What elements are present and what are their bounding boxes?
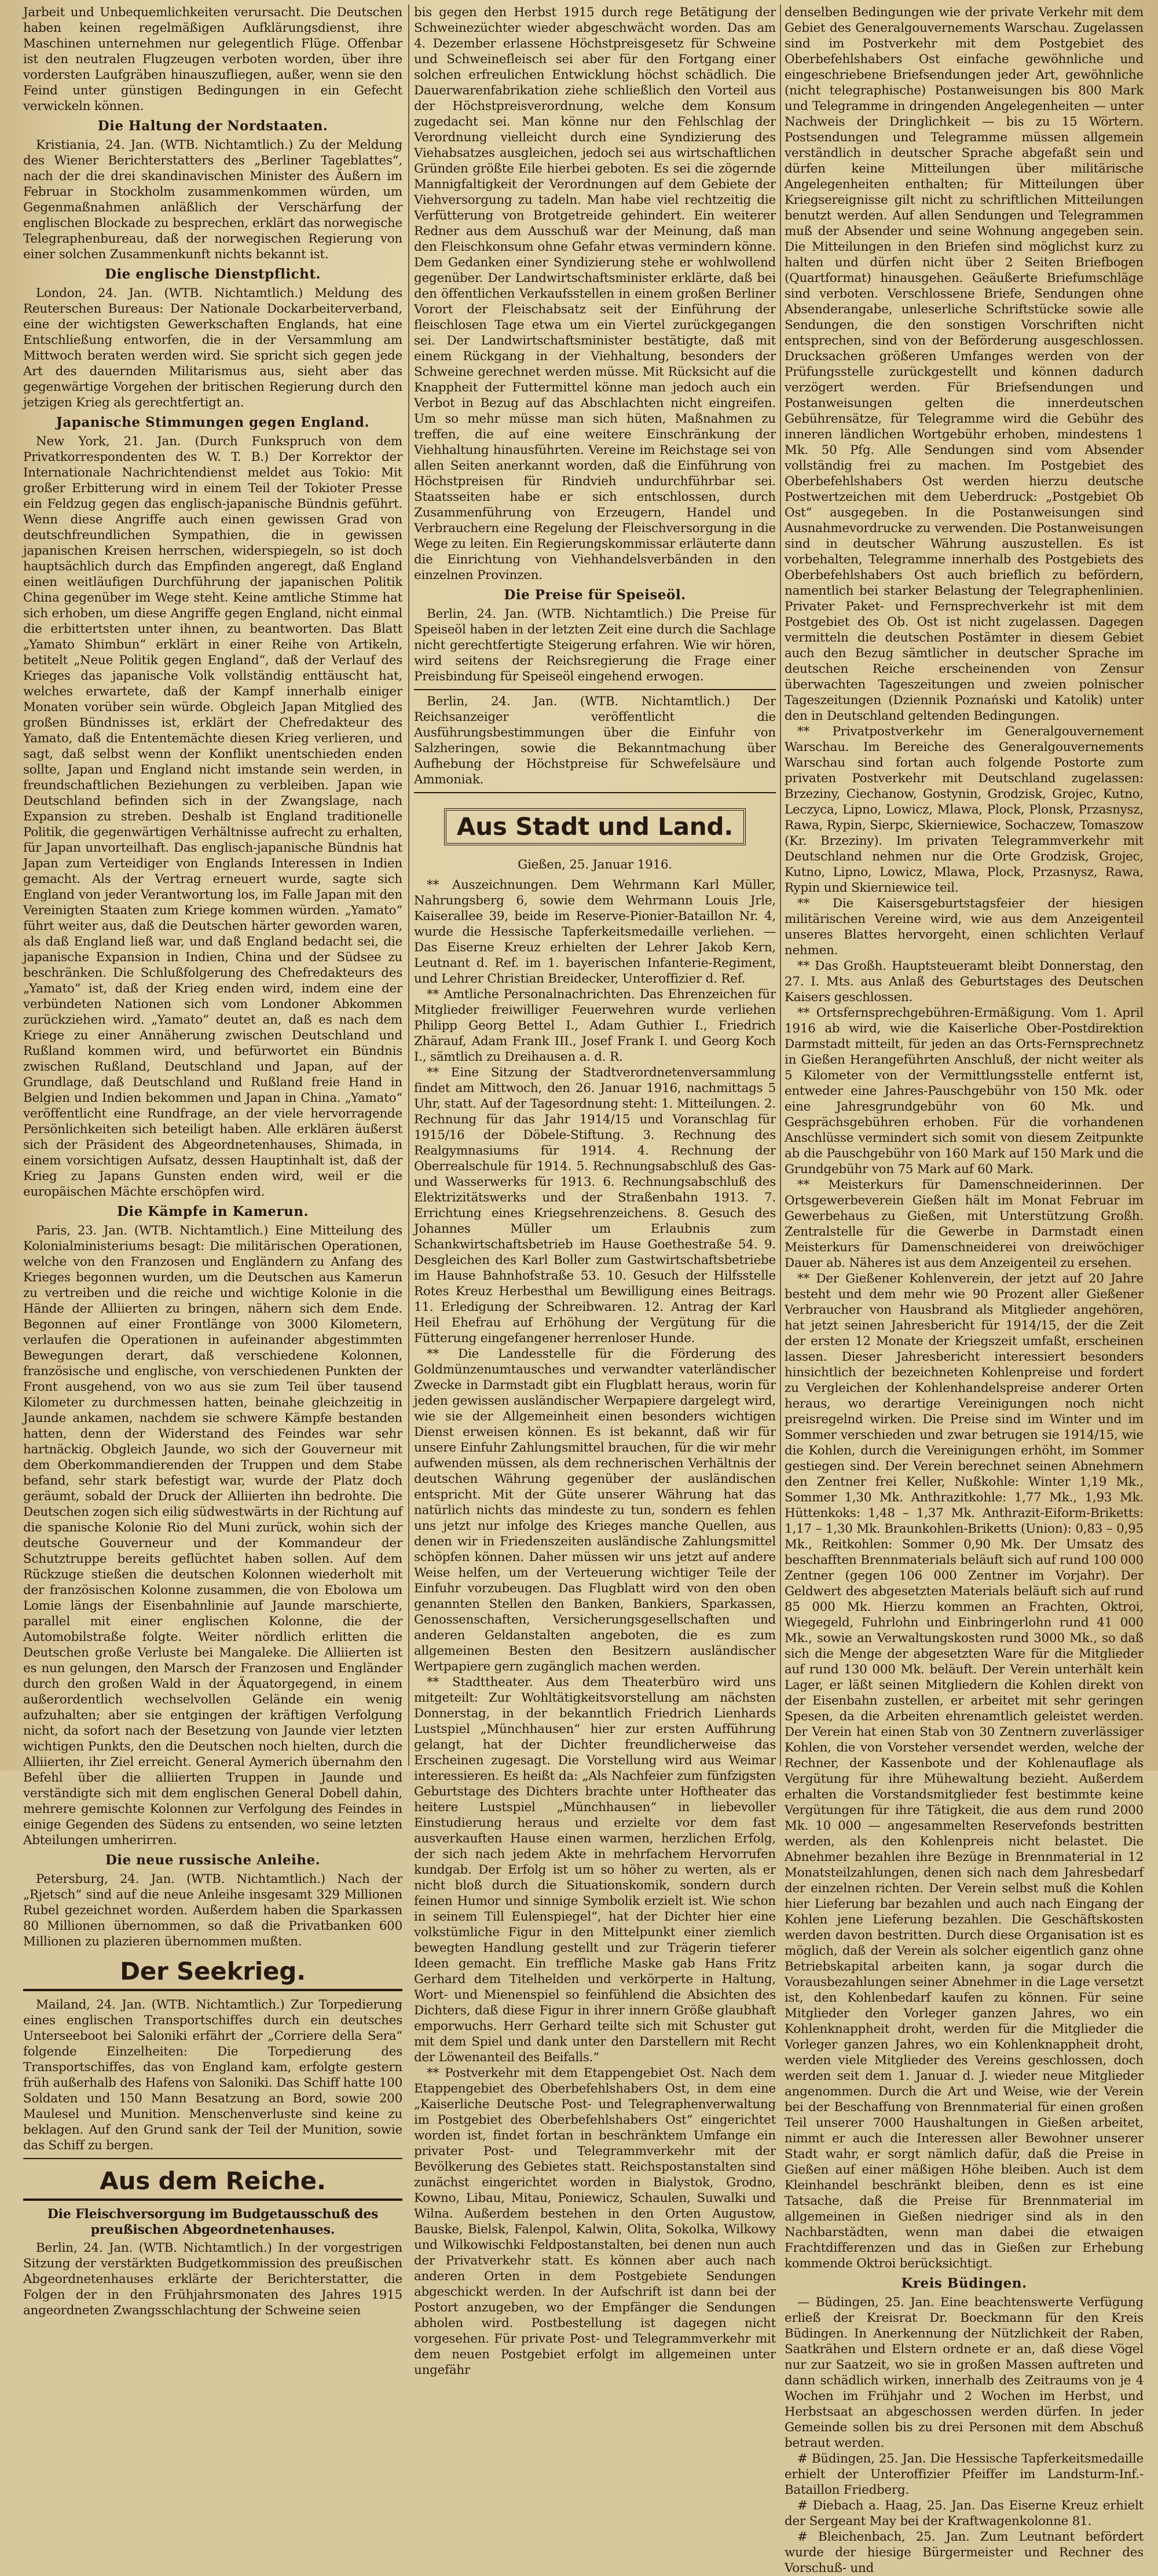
article-text: ** Stadttheater. Aus dem Theaterbüro wird uns mitgeteilt: Zur Wohltätigkeitsvorstellung am nächsten Donnerstag, in der bekanntlich Friedrich Lienhards Lustspiel „Münchhausen“ hier zur ersten Aufführung gelangt, hat der Dichter freundlicherweise das Erscheinen zugesagt. Die Vorstellung wird aus Weimar interessieren. Es heißt da: „Als Nachfeier zum fünfzigsten Geburtstage des Dichters brachte unter Hoftheater das heitere Lustspiel „Münchhausen“ in liebevoller Einstudierung heraus und erzielte vor dem fast ausverkauften Hause einen warmen, herzlichen Erfolg, der sich nach jedem Akte in mehrfachem Hervorrufen kundgab. Der Erfolg ist um so höher zu werten, als er nicht bloß durch die Situationskomik, sondern durch feinen Humor und sinnige Symbolik erzielt ist. Wie schon in seinem Till Eulenspiegel“, hat der Dichter hier eine volkstümliche Figur in den Mittelpunkt einer ziemlich bewegten Handlung gestellt und zur Trägerin tieferer Ideen gemacht. Ein treffliche Maske gab Hans Fritz Gerhard dem Titelhelden und verkörperte in Haltung, Wort- und Mienenspiel so feinfühlend die Absichten des Dichters, daß diese Figur in ihrer innern Größe glaubhaft emporwuchs. Herr Gerhard teilte sich mit Schuster gut mit dem Spiel und dank unter den Darstellern mit Recht der Löwenanteil des Beifalls.“: [414, 1675, 776, 2065]
section-stadt-und-land: Aus Stadt und Land.: [444, 808, 746, 845]
section-seekrieg: Der Seekrieg.: [23, 1956, 402, 1991]
headline-dienstpflicht: Die englische Dienstpflicht.: [105, 266, 321, 282]
column-middle: [414, 5, 776, 2377]
article-text: Paris, 23. Jan. (WTB. Nichtamtlich.) Eine Mitteilung des Kolonialministeriums besagt: Die militärischen Operationen, welche von den Franzosen und Engländern zu Anfang des Krieges begonnen wurden, um die Deutschen aus Kamerun zu vertreiben und die reiche und wichtige Kolonie in die Hände der Alliierten zu bringen, nähern sich dem Ende. Begonnen auf einer Frontlänge von 3000 Kilometern, verlaufen die Operationen in aufeinander abgestimmten Bewegungen derart, daß verschiedene Kolonnen, französische und englische, von verschiedenen Punkten der Front ausgehend, von wo aus sie zum Teil über tausend Kilometer zu durchmessen hatten, beinahe gleichzeitig in Jaunde ankamen, nachdem sie schwere Kämpfe bestanden hatten, denn der Widerstand des Feindes war sehr hartnäckig. Obgleich Jaunde, wo sich der Gouverneur mit dem Oberkommandierenden der Truppen und dem Stabe befand, sehr stark befestigt war, wurde der Platz doch geräumt, sobald der Druck der Alliierten ihn bedrohte. Die Deutschen zogen sich eilig südwestwärts in der Richtung auf die spanische Kolonie Rio del Muni zurück, wohin sich der deutsche Gouverneur und der Kommandeur der Schutztruppe bereits geflüchtet haben sollen. Auf dem Rückzuge stießen die deutschen Kolonnen wiederholt mit der französischen Kolonne zusammen, die von Ebolowa um Lomie längs der Eisenbahnlinie auf Jaunde marschierte, parallel mit einer englischen Kolonne, die der Automobilstraße folgte. Weiter nördlich erlitten die Deutschen große Verluste bei Mangaleke. Die Alliierten ist es nun gelungen, den Marsch der Franzosen und Engländer durch den großen Wald in der Äquatorgegend, in einem außerordentlich wechselvollen Gelände ein wenig aufzuhalten; aber sie entgingen der kräftigen Verfolgung nicht, da sofort nach der Besetzung von Jaunde vier letzten wichtigen Punkts, den die Deutschen noch hielten, durch die Alliierten, ihr Ziel erreicht. General Aymerich übernahm den Befehl über die alliierten Truppen in Jaunde und verständigte sich mit dem englischen General Dobell dahin, mehrere gemischte Kolonnen zur Verfolgung des Feindes in einige Gegenden des Südens zu entsenden, wo seine letzten Abteilungen umherirren.: [23, 1223, 402, 1848]
article-text: ** Das Großh. Hauptsteueramt bleibt Donnerstag, den 27. I. Mts. aus Anlaß des Geburtstages des Deutschen Kaisers geschlossen.: [785, 959, 1144, 1005]
headline-anleihe: Die neue russische Anleihe.: [105, 1852, 321, 1868]
dateline: Gießen, 25. Januar 1916.: [518, 858, 672, 872]
article-text: Berlin, 24. Jan. (WTB. Nichtamtlich.) Der Reichsanzeiger veröffentlicht die Ausführungsbestimmungen über die Einfuhr von Salzheringen, sowie die Bekanntmachung über Aufhebung der Höchstpreise für Schwefelsäure und Ammoniak.: [414, 694, 776, 787]
article-text: Berlin, 24. Jan. (WTB. Nichtamtlich.) Die Preise für Speiseöl haben in der letzten Zeit eine durch die Sachlage nicht gerechtfertigte Steigerung erfahren. Wie wir hören, wird seitens der Reichsregierung die Frage einer Preisbindung für Speiseöl eingehend erwogen.: [414, 607, 776, 684]
article-text: Mailand, 24. Jan. (WTB. Nichtamtlich.) Zur Torpedierung eines englischen Transportschiffes durch ein deutsches Unterseeboot bei Saloniki erfährt der „Corriere della Sera“ folgende Einzelheiten: Die Torpedierung des Transportschiffes, das von England kam, erfolgte gestern früh außerhalb des Hafens von Saloniki. Das Schiff hatte 100 Soldaten und 150 Mann Besatzung an Bord, sowie 200 Maulesel und Munition. Menschenverluste sind keine zu beklagen. Auf den Grund sank der Teil der Munition, sowie das Schiff zu bergen.: [23, 1998, 402, 2153]
article-text: Berlin, 24. Jan. (WTB. Nichtamtlich.) In der vorgestrigen Sitzung der verstärkten Budgetkommission des preußischen Abgeordnetenhauses erklärte der Berichterstatter, die Folgen der in den Frühjahrsmonaten des Jahres 1915 angeordneten Zwangsschlachtung der Schweine seien: [23, 2241, 402, 2318]
article-text: Kristiania, 24. Jan. (WTB. Nichtamtlich.) Zu der Meldung des Wiener Berichterstatters des „Berliner Tageblattes“, nach der die drei skandinavischen Minister des Äußern im Februar in Stockholm zusammenkommen würden, um Gegenmaßnahmen anläßlich der Verschärfung der englischen Blockade zu besprechen, erklärt das norwegische Telegraphenbureau, daß der norwegischen Regierung von einer solchen Zusammenkunft nichts bekannt ist.: [23, 138, 402, 262]
headline-fleischversorgung: Die Fleischversorgung im Budgetausschuß des preußischen Abgeordnetenhauses.: [47, 2207, 379, 2237]
article-text: ** Amtliche Personalnachrichten. Das Ehrenzeichen für Mitglieder freiwilliger Feuerwehren wurde verliehen Philipp Georg Bettel I., Adam Guthier I., Friedrich Zhärauf, Adam Frank III., Josef Frank I. und Georg Koch I., sämtlich zu Dreihausen a. d. R.: [414, 987, 776, 1064]
article-text: New York, 21. Jan. (Durch Funkspruch von dem Privatkorrespondenten des W. T. B.) Der Korrektor der Internationale Nachrichtendienst meldet aus Tokio: Mit großer Erbitterung wird in einem Teil der Tokioter Presse ein Feldzug gegen das englisch-japanische Bündnis geführt. Wenn diese Angriffe auch einen gewissen Grad von deutschfreundlichen Sympathien, die in gewissen japanischen Kreisen herrschen, widerspiegeln, so ist doch hauptsächlich durch das Empfinden angeregt, daß England einen weitläufigen Durchführung der japanischen Politik China gegenüber im Wege steht. Keine amtliche Stimme hat sich erhoben, um diese Angriffe gegen England, nicht einmal die erbittertsten unter ihnen, zu beantworten. Das Blatt „Yamato Shimbun“ erklärt in einer Reihe von Artikeln, betitelt „Neue Politik gegen England“, daß der Verlauf des Krieges das japanische Volk vollständig enttäuscht hat, welches erwartete, daß der Kampf innerhalb einiger Monaten vorüber sein würde. Obgleich Japan Mitglied des großen Bündnisses ist, erklärt der Chefredakteur des Yamato, daß die Ententemächte diesen Krieg verlieren, und sagt, daß selbst wenn der Konflikt unentschieden enden sollte, Japan und England nicht imstande sein werden, in freundschaftlichen Beziehungen zu verbleiben. Japan wie Deutschland befinden sich in der Zwangslage, nach Expansion zu streben. Deshalb ist England traditionelle Politik, die gegenwärtigen Verhältnisse aufrecht zu erhalten, für Japan unvorteilhaft. Das englisch-japanische Bündnis hat Japan zum Verteidiger von Englands Interessen in Indien gemacht. Als der Vertrag erneuert wurde, sagte sich England von jeder Verantwortung los, im Falle Japan mit den Vereinigten Staaten zum Kriege kommen würden. „Yamato“ führt weiter aus, daß die Deutschen härter geworden waren, als daß England ließ war, und daß England bedacht sei, die japanische Expansion in Indien, China und der Südsee zu beschränken. Die Schlußfolgerung des Chefredakteurs des „Yamato“ ist, daß der Krieg enden wird, indem eine der verbündeten Nationen sich vom Londoner Abkommen zurückziehen wird. „Yamato“ deutet an, daß es nach dem Kriege zu einer Annäherung zwischen Deutschland und Rußland kommen wird, und befürwortet ein Bündnis zwischen Rußland, Deutschland und Japan, auf der Grundlage, daß Deutschland und Rußland freie Hand in Belgien und Indien bekommen und Japan in China. „Yamato“ veröffentlicht eine Rundfrage, an der viele hervorragende Persönlichkeiten sich beteiligt haben. Alle erklären äußerst sich der Präsident des Abgeordnetenhauses, Shimada, in einem vorsichtigen Aufsatz, dessen Hauptinhalt ist, daß der Krieg zu Japans Gunsten enden wird, weil er die europäischen Mächte erschöpfen wird.: [23, 434, 402, 1199]
article-text: ** Die Landesstelle für die Förderung des Goldmünzenumtausches und verwandter vaterländischer Zwecke in Darmstadt gibt ein Flugblatt heraus, worin für jeden gewissen ausländischer Werpapiere dargelegt wird, wie sie der Allgemeinheit einen besonders wichtigen Dienst erweisen können. Es ist bekannt, daß wir für unsere Einfuhr Zahlungsmittel brauchen, für die wir mehr aufwenden müssen, als dem rechnerischen Verhältnis der deutschen Währung gegenüber der ausländischen entspricht. Mit der Güte unserer Währung hat das natürlich nichts das mindeste zu tun, sondern es fehlen uns jetzt nur infolge des Krieges manche Quellen, aus denen wir in Friedenszeiten ausländische Zahlungsmittel schöpfen können. Daher müssen wir uns jetzt auf andere Weise helfen, um der Verteuerung wichtiger Teile der Einfuhr vorzubeugen. Das Flugblatt wird von den oben genannten Stellen den Banken, Bankiers, Sparkassen, Genossenschaften, Versicherungsgesellschaften und anderen Geldanstalten angeboten, die es zum allgemeinen Besten den Besitzern ausländischer Wertpapiere gern zugänglich machen werden.: [414, 1347, 776, 1674]
divider: [23, 2158, 402, 2159]
article-text: ** Eine Sitzung der Stadtverordnetenversammlung findet am Mittwoch, den 26. Januar 1916, nachmittags 5 Uhr, statt. Auf der Tagesordnung steht: 1. Mitteilungen. 2. Rechnung für das Jahr 1914/15 und Voranschlag für 1915/16 der Döbele-Stiftung. 3. Rechnung des Realgymnasiums für 1914. 4. Rechnung der Oberrealschule für 1914. 5. Rechnungsabschluß des Gas- und Wasserwerks für 1913. 6. Rechnungsabschluß des Elektrizitätswerks und der Straßenbahn 1913. 7. Errichtung eines Kriegsehrenzeichens. 8. Gesuch des Johannes Müller um Erlaubnis zum Schankwirtschaftsbetrieb im Hause Goethestraße 54. 9. Desgleichen des Karl Boller zum Gastwirtschaftsbetriebe im Hause Bahnhofstraße 53. 10. Gesuch der Hilfsstelle Rotes Kreuz Herbesthal um Bewilligung eines Beitrags. 11. Erledigung der Schreibwaren. 12. Antrag der Karl Heil Ehefrau auf Erhöhung der Vergütung für die Fütterung eingefangener herrenloser Hunde.: [414, 1065, 776, 1346]
article-text: — Büdingen, 25. Jan. Eine beachtenswerte Verfügung erließ der Kreisrat Dr. Boeckmann für den Kreis Büdingen. In Anerkennung der Nützlichkeit der Raben, Saatkrähen und Elstern ordnete er an, daß diese Vögel nur zur Saatzeit, wo sie in großen Massen auftreten und dann schädlich wirken, innerhalb des Zeitraums von je 4 Wochen im Frühjahr und 2 Wochen im Herbst, und Herbstsaat an abgeschossen werden dürfen. In jeder Gemeinde sollen bis zu drei Personen mit dem Abschuß betraut werden.: [785, 2295, 1144, 2450]
divider: [414, 792, 776, 793]
article-text: ** Meisterkurs für Damenschneiderinnen. Der Ortsgewerbeverein Gießen hält im Monat Februar im Gewerbehaus zu Gießen, mit Unterstützung Großh. Zentralstelle für die Gewerbe in Darmstadt einen Meisterkurs für Damenschneiderei von dreiwöchiger Dauer ab. Näheres ist aus dem Anzeigenteil zu ersehen.: [785, 1178, 1144, 1270]
headline-speiseoel: Die Preise für Speiseöl.: [504, 587, 686, 603]
divider: [414, 689, 776, 690]
column-right: [785, 5, 1144, 2575]
headline-nordstaaten: Die Haltung der Nordstaaten.: [97, 118, 328, 134]
article-text: ** Privatpostverkehr im Generalgouvernement Warschau. Im Bereiche des Generalgouvernements Warschau sind fortan auch folgende Postorte zum privaten Postverkehr mit Deutschland zugelassen: Brzeziny, Ciechanow, Gostynin, Grodzisk, Grojec, Kutno, Leczyca, Lipno, Lowicz, Mlawa, Plock, Plonsk, Przasnysz, Rawa, Rypin, Sierpc, Skierniewice, Sochaczew, Tomaszow (Kr. Brzeziny). Im privaten Telegrammverkehr mit Deutschland nehmen nur die Orte Grodzisk, Grojec, Kutno, Lipno, Lowicz, Mlawa, Plock, Przasnysz, Rawa, Rypin und Skierniewice teil.: [785, 724, 1144, 895]
article-text: ** Ortsfernsprechgebühren-Ermäßigung. Vom 1. April 1916 ab wird, wie die Kaiserliche Ober-Postdirektion Darmstadt mitteilt, für jeden an das Orts-Fernsprechnetz in Gießen Herangeführten Anschluß, der nicht weiter als 5 Kilometer von der Vermittlungsstelle entfernt ist, entweder eine Jahres-Pauschgebühr von 150 Mk. oder eine Jahresgrundgebühr von 60 Mk. und Gesprächsgebühren erhoben. Für die vorhandenen Anschlüsse vermindert sich somit von diesem Zeitpunkte ab die Pauschgebühr von 160 Mark auf 150 Mark und die Grundgebühr von 75 Mark auf 60 Mark.: [785, 1006, 1144, 1177]
section-reich: Aus dem Reiche.: [23, 2166, 402, 2201]
article-text: Petersburg, 24. Jan. (WTB. Nichtamtlich.) Nach der „Rjetsch“ sind auf die neue Anleihe insgesamt 329 Millionen Rubel gezeichnet worden. Außerdem haben die Sparkassen 80 Millionen übernommen, so daß die Privatbanken 600 Millionen zu plazieren übernommen mußten.: [23, 1872, 402, 1949]
article-text: London, 24. Jan. (WTB. Nichtamtlich.) Meldung des Reuterschen Bureaus: Der Nationale Dockarbeiterverband, eine der wichtigsten Gewerkschaften Englands, hat eine Entschließung entworfen, die in der Versammlung am Mittwoch beraten werden wird. Sie spricht sich gegen jede Art des dauernden Militarismus aus, sieht aber das gegenwärtige Vorgehen der britischen Regierung durch den jetzigen Krieg als gerechtfertigt an.: [23, 286, 402, 410]
column-left: [23, 5, 402, 2318]
headline-kamerun: Die Kämpfe in Kamerun.: [116, 1204, 309, 1219]
headline-japan: Japanische Stimmungen gegen England.: [56, 415, 370, 430]
article-text: denselben Bedingungen wie der private Verkehr mit dem Gebiet des Generalgouvernements Warschau. Zugelassen sind im Postverkehr mit dem Postgebiet des Oberbefehlshabers Ost einfache gewöhnliche und eingeschriebene Briefsendungen jeder Art, gewöhnliche (nicht telegraphische) Postanweisungen bis 800 Mark und Telegramme in dringenden Angelegenheiten — unter Nachweis der Dringlichkeit — bis zu 15 Wörtern. Postsendungen und Telegramme müssen allgemein verständlich in deutscher Sprache abgefaßt sein und dürfen keine Mitteilungen über militärische Angelegenheiten enthalten; für Mitteilungen über Kriegsereignisse gilt nicht zu schriftlichen Mitteilungen benutzt werden. Auf allen Sendungen und Telegrammen muß der Absender und seine Wohnung angegeben sein. Die Mitteilungen in den Briefen sind möglichst kurz zu halten und dürfen nicht über 2 Seiten Briefbogen (Quartformat) hinausgehen. Geäußerte Briefumschläge sind verboten. Verschlossene Briefe, Sendungen ohne Absenderangabe, unleserliche Schriftstücke sowie alle Sendungen, die den sonstigen Vorschriften nicht entsprechen, sind von der Beförderung ausgeschlossen. Drucksachen größeren Umfanges werden von der Prüfungsstelle zurückgestellt und können dadurch verzögert werden. Für Briefsendungen und Postanweisungen gelten die innerdeutschen Gebührensätze, für Telegramme wird die Gebühr des inneren ländlichen Wortgebühr erhoben, mindestens 1 Mk. 50 Pfg. Alle Sendungen sind vom Absender vollständig frei zu machen. Im Postgebiet des Oberbefehlshabers Ost werden hierzu deutsche Postwertzeichen mit dem Ueberdruck: „Postgebiet Ob Ost“ ausgegeben. In die Postanweisungen sind Ausnahmevordrucke zu verwenden. Die Postanweisungen sind in deutscher Währung auszustellen. Es ist vorbehalten, Telegramme innerhalb des Postgebiets des Oberbefehlshabers Ost auch brieflich zu befördern, namentlich bei starker Belastung der Telegraphenlinien. Privater Paket- und Fernsprechverkehr ist mit dem Postgebiet des Ob. Ost ist nicht zugelassen. Dagegen vermitteln die deutschen Postämter in diesem Gebiet auch den Bezug sämtlicher in deutscher Sprache im deutschen Reiche erscheinenden von Zensur überwachten Tageszeitungen und zweien polnischer Tageszeitungen (Dziennik Poznański und Katolik) unter den in Deutschland geltenden Bedingungen.: [785, 5, 1144, 723]
article-text: ** Der Gießener Kohlenverein, der jetzt auf 20 Jahre besteht und dem mehr wie 90 Prozent aller Gießener Verbraucher von Hausbrand als Mitglieder angehören, hat jetzt seinen Jahresbericht für 1914/15, der die Zeit der ersten 12 Monate der Kriegszeit umfaßt, erscheinen lassen. Dieser Jahresbericht interessiert besonders hinsichtlich der bezeichneten Kohlenpreise und fordert zu Vergleichen der Kohlenhandelspreise anderer Orten heraus, wo derartige Vereinigungen noch nicht preisregelnd wirken. Die Preise sind im Winter und im Sommer verschieden und zwar betrugen sie 1914/15, wie die Kohlen, durch die Vereinigungen erhöht, im Sommer gestiegen sind. Der Verein berechnet seinen Abnehmern den Zentner frei Keller, Nußkohle: Winter 1,19 Mk., Sommer 1,30 Mk. Anthrazitkohle: 1,77 Mk., 1,93 Mk. Hüttenkoks: 1,48 – 1,37 Mk. Anthrazit-Eiform-Briketts: 1,17 – 1,30 Mk. Braunkohlen-Briketts (Union): 0,83 – 0,95 Mk., Reitkohlen: Sommer 0,90 Mk. Der Umsatz des beschafften Brennmaterials beläuft sich auf rund 100 000 Zentner (gegen 106 000 Zentner im Vorjahr). Der Geldwert des abgesetzten Materials beläuft sich auf rund 85 000 Mk. Hierzu kommen an Frachten, Oktroi, Wiegegeld, Fuhrlohn und Einbringerlohn rund 41 000 Mk., sowie an Verwaltungskosten rund 3000 Mk., so daß sich die Menge der abgesetzten Ware für die Mitglieder auf rund 130 000 Mk. beläuft. Der Verein unterhält kein Lager, er läßt seinen Mitgliedern die Kohlen direkt von der Eisenbahn zustellen, er arbeitet mit sehr geringen Spesen, da die Arbeiten ehrenamtlich geleistet werden. Der Verein hat einen Stab von 30 Zentnern zuverlässiger Kohlen, die von Vorsteher versendet werden, welche der Rechner, der Kassenbote und der Kohlenauflage als Vergütung für ihre Mühewaltung bezieht. Außerdem erhalten die Vorstandsmitglieder fest bestimmte keine Vergütungen für ihre Tätigkeit, die aus dem rund 2000 Mk. 10 000 — angesammelten Reservefonds bestritten werden, als den Kohlenpreis nicht belastet. Die Abnehmer bezahlen ihre Bezüge in Brennmaterial in 12 Monatsteilzahlungen, denen sich nach dem Jahresbedarf der einzelnen richten. Der Verein selbst muß die Kohlen hier Lieferung bar bezahlen und auch nach Eingang der Kohlen jene Lieferung bezahlen. Die Geschäftskosten werden davon bestritten. Durch diese Organisation ist es möglich, daß der Verein als solcher eigentlich ganz ohne Betriebskapital arbeiten kann, ja sogar durch die Vorausbezahlungen seiner Abnehmer in die Lage versetzt ist, den Kohlenbedarf kaufen zu können. Für seine Mitglieder den Vorleger ganzen Jahres, wo ein Kohlenknappheit droht, werden für die Mitglieder die Vorleger ganzen Jahres, wo ein Kohlenknappheit droht, werden viele Mitglieder des Vereins geschlossen, doch werden seit dem 1. Januar d. J. wieder neue Mitglieder angenommen. Durch die Art und Weise, wie der Verein bei der Beschaffung von Brennmaterial für einen großen Teil unserer 7000 Haushaltungen in Gießen arbeitet, nimmt er auch die Interessen aller Bewohner unserer Stadt wahr, er sorgt nämlich dafür, daß die Preise in Gießen auf einer mäßigen Höhe bleiben. Auch ist dem Kleinhandel beschränkt bleiben, denn es ist eine Tatsache, daß die Preise für Brennmaterial im allgemeinen in Gießen niedriger sind als in den Nachbarstädten, wenn man dabei die etwaigen Frachtdifferenzen und das in Gießen zur Erhebung kommende Oktroi berücksichtigt.: [785, 1271, 1144, 2271]
article-text: # Bleichenbach, 25. Jan. Zum Leutnant befördert wurde der hiesige Bürgermeister und Rechner des Vorschuß- und: [785, 2530, 1144, 2575]
article-text: bis gegen den Herbst 1915 durch rege Betätigung der Schweinezüchter wieder abgeschwächt worden. Das am 4. Dezember erlassene Höchstpreisgesetz für Schweine und Schweinefleisch sei aber für den Fortgang einer solchen erfreulichen Entwicklung höchst schädlich. Die Dauerwarenfabrikation ziehe schließlich den Vorteil aus der Höchstpreisverordnung, welche dem Konsum zugedacht sei. Man könne nur den Fehlschlag der Verordnung vielleicht durch eine Syndizierung des Viehabsatzes ausgleichen, jedoch sei aus wirtschaftlichen Gründen größte Eile hierbei geboten. Es sei die zögernde Mannigfaltigkeit der Verordnungen auf dem Gebiete der Viehversorgung zu tadeln. Man habe viel rechtzeitig die Verfütterung von Brotgetreide gehindert. Ein weiterer Redner aus dem Ausschuß war der Meinung, daß man den Fleischkonsum ohne Gefahr etwas vermindern könne. Dem Gedanken einer Syndizierung stehe er wohlwollend gegenüber. Der Landwirtschaftsminister erklärte, daß bei den öffentlichen Verkaufsstellen in einem großen Berliner Vorort der Fleischabsatz seit der Einführung der fleischlosen Tage etwa um ein Viertel zurückgegangen sei. Der Landwirtschaftsminister bestätigte, daß mit einem Rückgang in der Viehhaltung, besonders der Schweine gerechnet werden müsse. Mit Rücksicht auf die Knappheit der Futtermittel könne man jedoch auch ein Verbot in Bezug auf das Abschlachten nicht eingreifen. Um so mehr müsse man sich hüten, Maßnahmen zu treffen, die auf eine weitere Einschränkung der Viehhaltung hinausführten. Vereine im Reichstage sei von allen Seiten anerkannt worden, daß die Einführung von Höchstpreisen für Rindvieh undurchführbar sei. Staatsseiten habe er sich entschlossen, durch Zusammenführung von Erzeugern, Handel und Verbrauchern eine Regelung der Fleischversorgung in die Wege zu leiten. Ein Regierungskommissar erläuterte dann die Einrichtung von Viehhandelsverbänden in den einzelnen Provinzen.: [414, 5, 776, 582]
headline-kreis-buedingen: Kreis Büdingen.: [901, 2275, 1027, 2291]
column-rule: [408, 5, 409, 1766]
section-stadt-wrap: [414, 801, 776, 851]
article-text: Jarbeit und Unbequemlichkeiten verursacht. Die Deutschen haben keinen regelmäßigen Aufklärungsdienst, ihre Maschinen unternehmen nur gelegentlich Flüge. Offenbar ist den neutralen Flugzeugen verboten worden, über ihre vordersten Laufgräben hinauszufliegen, außer, wenn sie den Feind unter günstigen Bedingungen in ein Gefecht verwickeln können.: [23, 5, 402, 113]
article-text: # Büdingen, 25. Jan. Die Hessische Tapferkeitsmedaille erhielt der Unteroffizier Pfeiffer im Landsturm-Inf.-Bataillon Friedberg.: [785, 2452, 1144, 2497]
article-text: ** Postverkehr mit dem Etappengebiet Ost. Nach dem Etappengebiet des Oberbefehlshabers Ost, in dem eine „Kaiserliche Deutsche Post- und Telegraphenverwaltung im Postgebiet des Oberbefehlshabers Ost“ eingerichtet worden ist, findet fortan in beschränktem Umfange ein privater Post- und Telegrammverkehr mit der Bevölkerung des Gebietes statt. Reichspostanstalten sind zunächst eingerichtet worden in Bialystok, Grodno, Kowno, Libau, Mitau, Poniewicz, Schaulen, Suwalki und Wilna. Außerdem bestehen in den Orten Augustow, Bauske, Bielsk, Falenpol, Kalwin, Olita, Sokolka, Wilkowy und Wilkowischki Feldpostanstalten, bei denen nun auch der Privatverkehr statt. Es können aber auch nach anderen Orten in dem Postgebiete Sendungen abgeschickt werden. In der Aufschrift ist dann bei der Postort anzugeben, wo der Empfänger die Sendungen abholen wird. Postbestellung ist dagegen nicht vorgesehen. Für private Post- und Telegrammverkehr mit dem neuen Postgebiet erfolgt im allgemeinen unter ungefähr: [414, 2066, 776, 2377]
article-text: ** Die Kaisersgeburtstagsfeier der hiesigen militärischen Vereine wird, wie aus dem Anzeigenteil unseres Blattes hervorgeht, einen schlichten Verlauf nehmen.: [785, 896, 1144, 958]
article-text: # Diebach a. Haag, 25. Jan. Das Eiserne Kreuz erhielt der Sergeant May bei der Kraftwagenkolonne 81.: [785, 2498, 1144, 2529]
column-rule: [780, 5, 781, 1766]
article-text: ** Auszeichnungen. Dem Wehrmann Karl Müller, Nahrungsberg 6, sowie dem Wehrmann Louis Jrle, Kaiserallee 39, beide im Reserve-Pionier-Bataillon Nr. 4, wurde die Hessische Tapferkeitsmedaille verliehen. — Das Eiserne Kreuz erhielten der Lehrer Jakob Kern, Leutnant d. Ref. im 1. bayerischen Infanterie-Regiment, und Lehrer Christian Breidecker, Unteroffizier d. Ref.: [414, 878, 776, 986]
